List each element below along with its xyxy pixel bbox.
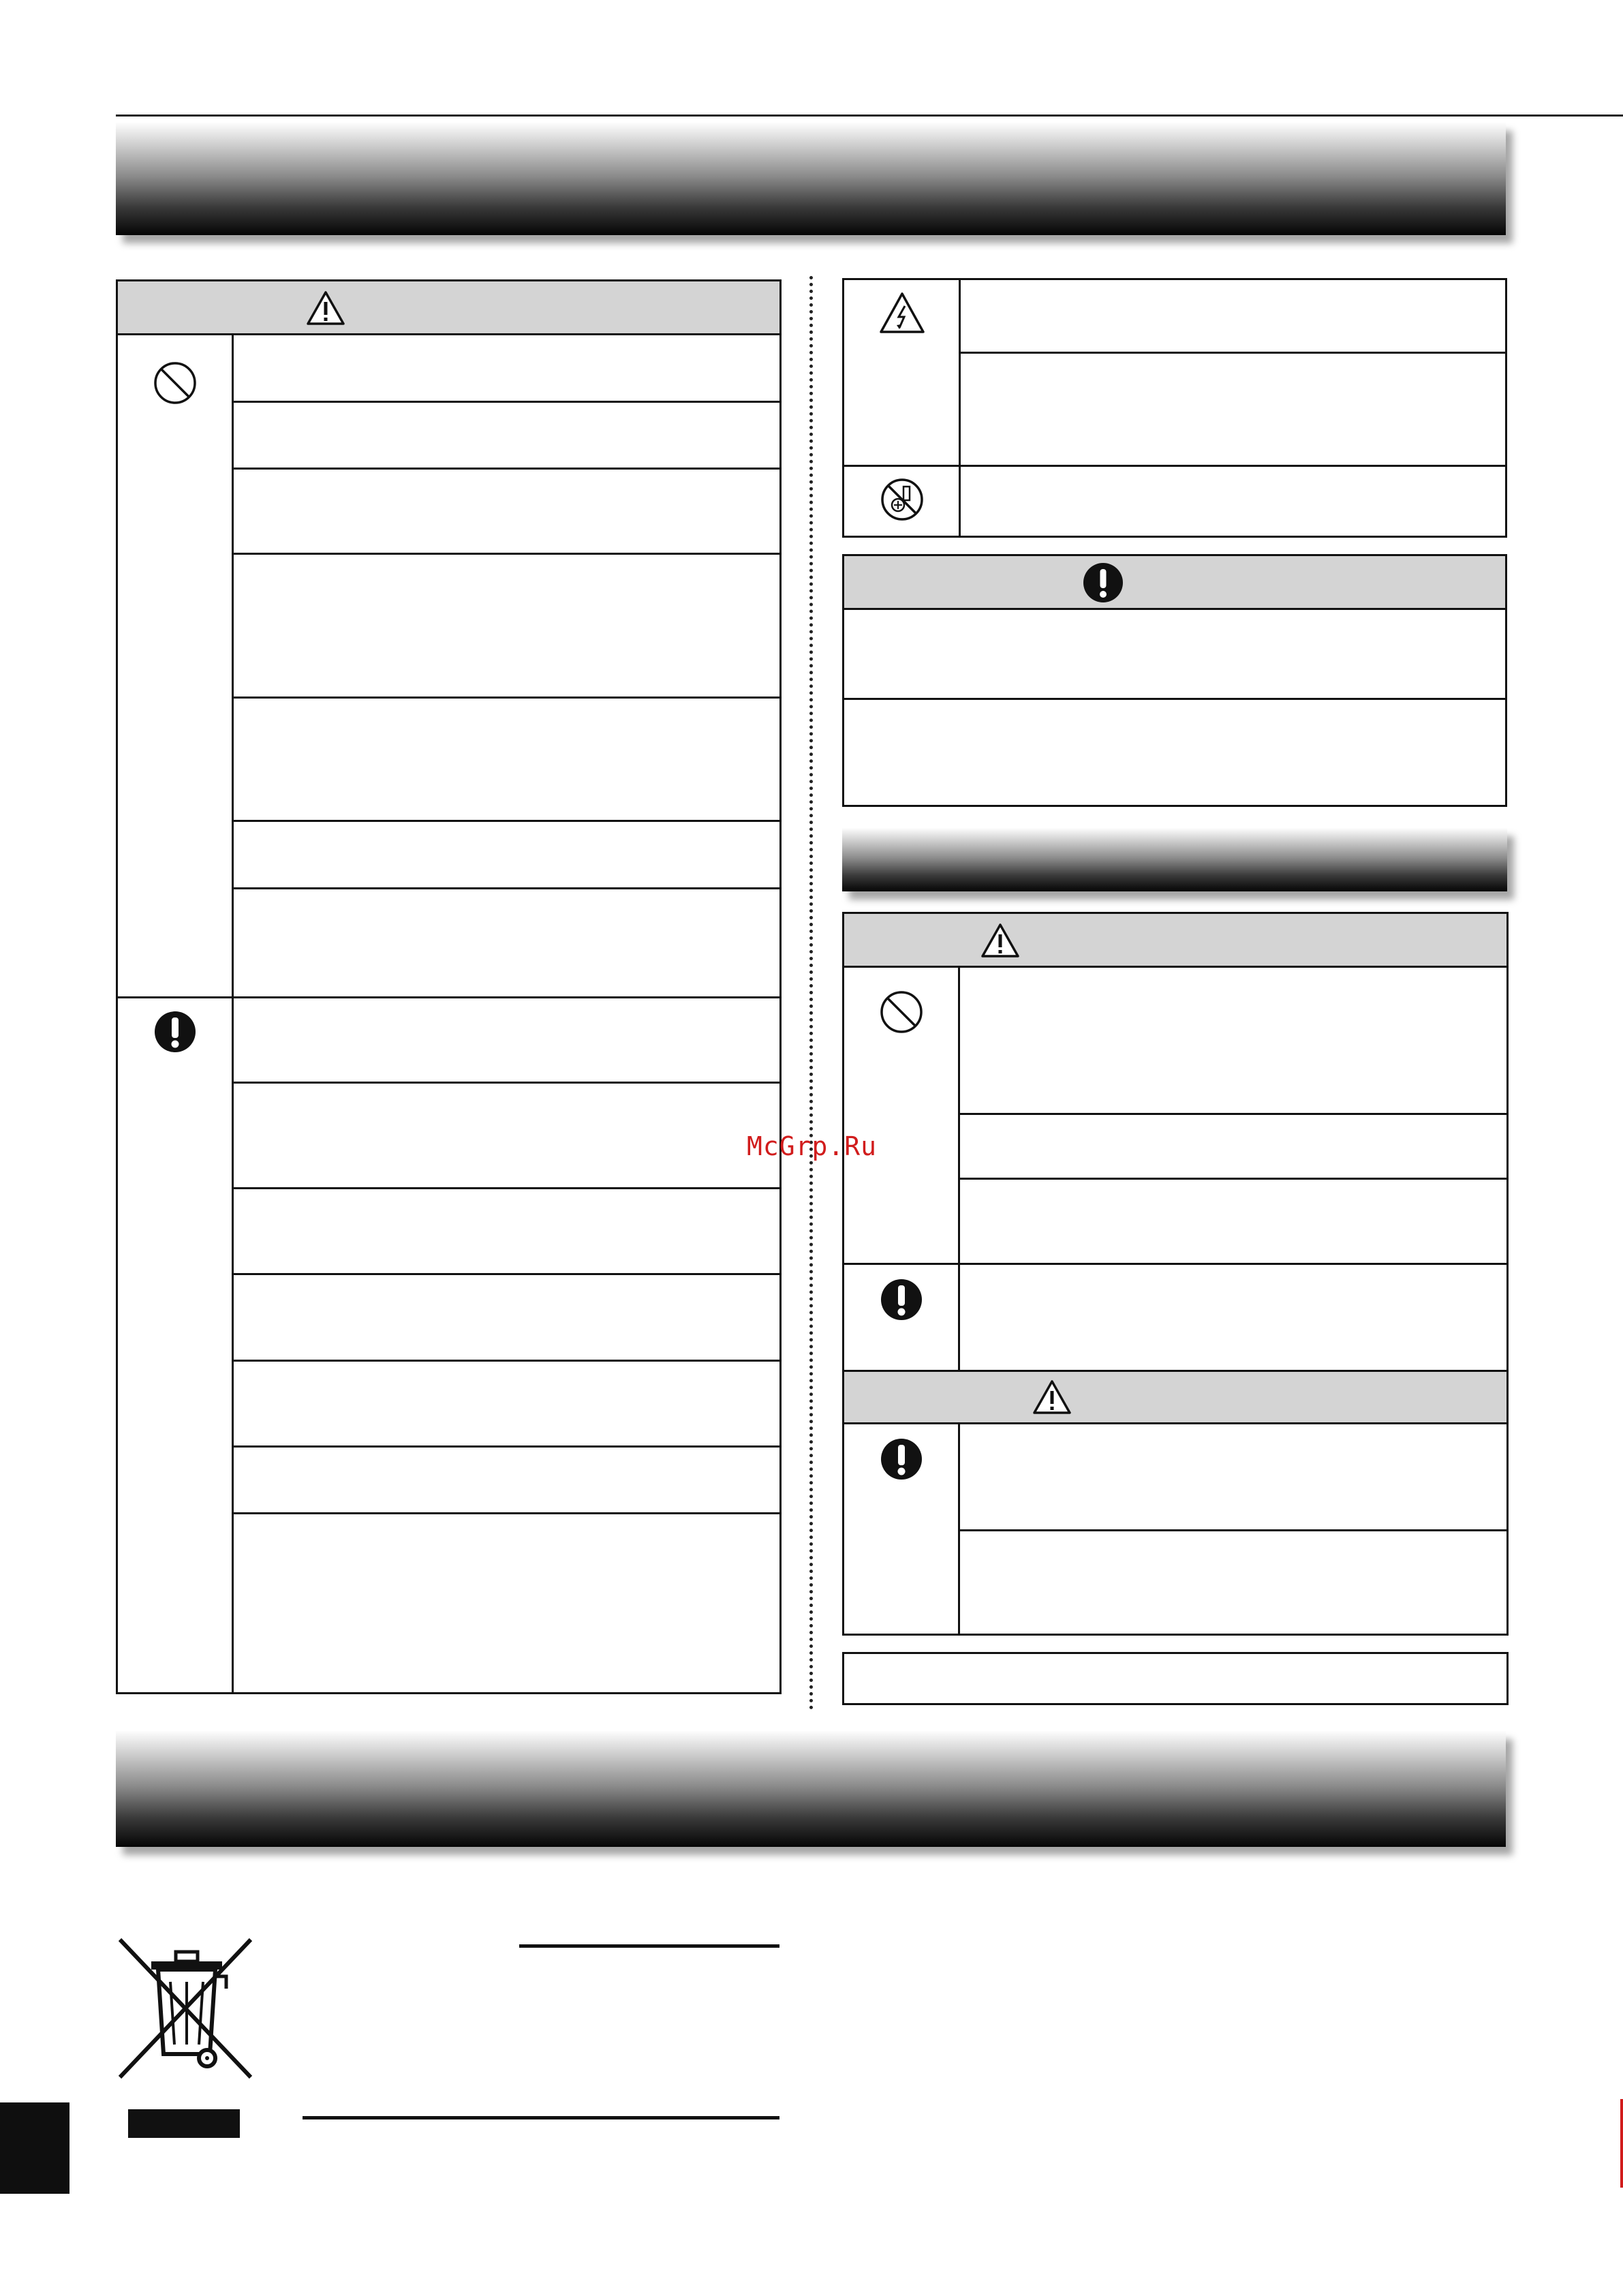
- row-divider: [234, 820, 779, 822]
- row-divider: [960, 1113, 1506, 1115]
- no-wet-hands-icon: [880, 477, 925, 522]
- prohibition-icon: [153, 361, 198, 405]
- caution-table: [842, 554, 1507, 807]
- warning-header: [844, 914, 1506, 968]
- row-divider: [234, 1445, 779, 1448]
- row-divider: [844, 698, 1505, 700]
- warning-table-left: [116, 279, 782, 1694]
- row-divider: [234, 1273, 779, 1275]
- warning-triangle-icon: [980, 923, 1020, 958]
- warning-header: [118, 281, 779, 335]
- section-banner-top: [116, 123, 1506, 235]
- prohibition-icon: [879, 990, 924, 1035]
- watermark-text: McGrp.Ru: [747, 1131, 878, 1161]
- heading-rule: [303, 2116, 779, 2119]
- note-box: [842, 1652, 1509, 1705]
- row-divider: [234, 697, 779, 699]
- section-warning-table: [842, 912, 1509, 1636]
- right-edge-mark: [1620, 2099, 1623, 2188]
- mandatory-exclamation-icon: [1082, 562, 1124, 604]
- top-rule: [116, 114, 1623, 117]
- row-divider: [234, 401, 779, 403]
- chapter-tab: [0, 2102, 69, 2194]
- caution-header: [844, 556, 1505, 610]
- mandatory-exclamation-icon: [879, 1437, 924, 1482]
- column-separator: [809, 276, 813, 1711]
- caution-subheader: [844, 1370, 1506, 1424]
- group-divider: [844, 1263, 1506, 1265]
- crossed-out-wheelie-bin-icon: [116, 1937, 256, 2081]
- section-banner-bottom: [116, 1731, 1506, 1847]
- warning-triangle-icon: [306, 290, 345, 326]
- icon-column-divider: [958, 968, 960, 1424]
- row-divider: [234, 468, 779, 470]
- row-divider: [234, 887, 779, 889]
- icon-column-divider: [959, 280, 961, 536]
- row-divider: [234, 1187, 779, 1189]
- row-divider: [234, 1512, 779, 1514]
- row-divider: [960, 1529, 1506, 1531]
- weee-bar: [128, 2109, 240, 2138]
- warning-triangle-icon: [1032, 1379, 1072, 1415]
- electric-shock-icon: [878, 291, 926, 335]
- row-divider: [234, 553, 779, 555]
- group-divider: [118, 996, 779, 998]
- mandatory-exclamation-icon: [879, 1277, 924, 1322]
- row-divider: [234, 1360, 779, 1362]
- group-divider: [844, 465, 1505, 467]
- row-divider: [234, 1082, 779, 1084]
- electric-hazard-table: [842, 278, 1507, 538]
- heading-rule: [519, 1944, 779, 1948]
- row-divider: [961, 352, 1505, 354]
- section-banner-mid: [842, 828, 1507, 891]
- row-divider: [960, 1178, 1506, 1180]
- mandatory-exclamation-icon: [153, 1009, 198, 1054]
- icon-column-divider: [232, 335, 234, 1692]
